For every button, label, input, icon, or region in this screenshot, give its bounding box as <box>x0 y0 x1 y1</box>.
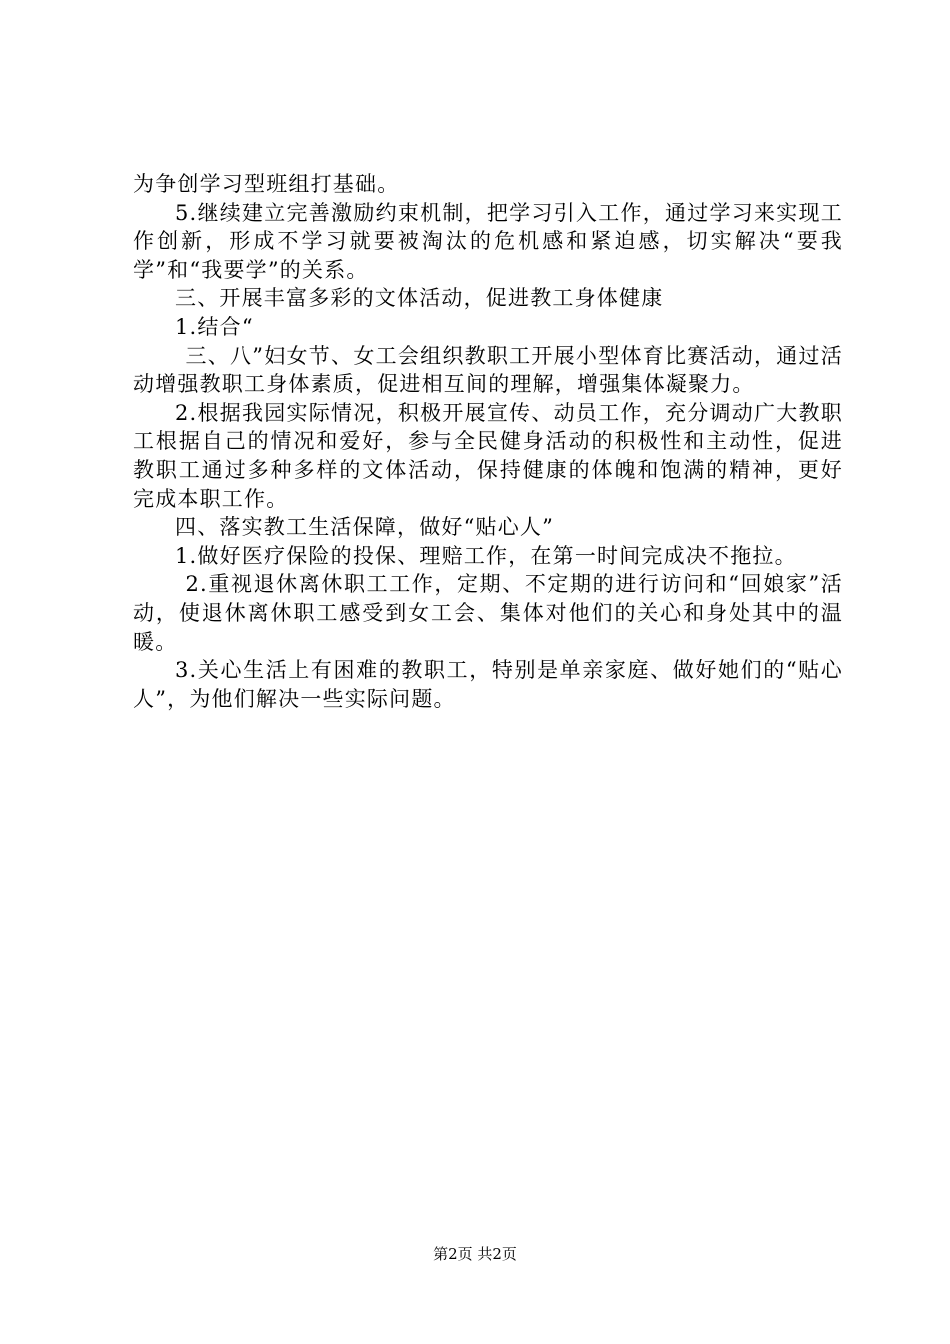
paragraph-item-1-start: 1.结合“ <box>175 314 254 339</box>
paragraph-item-2: 2.根据我园实际情况，积极开展宣传、动员工作，充分调动广大教职工根据自己的情况和爱好，参与全民健身活动的积极性和主动性，促进教职工通过多种多样的文体活动，保持健康的体魄和饱满的精神，更好完成本职工作。 <box>133 400 843 511</box>
paragraph-item-2-retirees: 2.重视退休离休职工工作，定期、不定期的进行访问和“回娘家”活动，使退休离休职工感受到女工会、集体对他们的关心和身处其中的温暖。 <box>133 572 843 654</box>
section-heading-4: 四、落实教工生活保障，做好“贴心人” <box>175 515 555 540</box>
paragraph-item-3: 3.关心生活上有困难的教职工，特别是单亲家庭、做好她们的“贴心人”，为他们解决一些实际问题。 <box>133 658 843 711</box>
paragraph-item-1-body: 三、八”妇女节、女工会组织教职工开展小型体育比赛活动，通过活动增强教职工身体素质，促进相互间的理解，增强集体凝聚力。 <box>133 343 843 397</box>
document-body <box>133 170 843 713</box>
section-heading-3: 三、开展丰富多彩的文体活动，促进教工身体健康 <box>175 286 664 311</box>
paragraph-continuation: 为争创学习型班组打基础。 <box>133 172 400 196</box>
paragraph-item-1: 1.做好医疗保险的投保、理赔工作，在第一时间完成决不拖拉。 <box>175 543 797 568</box>
page-number: 第2页 共2页 <box>433 1245 517 1263</box>
paragraph-item-5: 5.继续建立完善激励约束机制，把学习引入工作，通过学习来实现工作创新，形成不学习就要被淘汰的危机感和紧迫感，切实解决“要我学”和“我要学”的关系。 <box>133 200 843 282</box>
